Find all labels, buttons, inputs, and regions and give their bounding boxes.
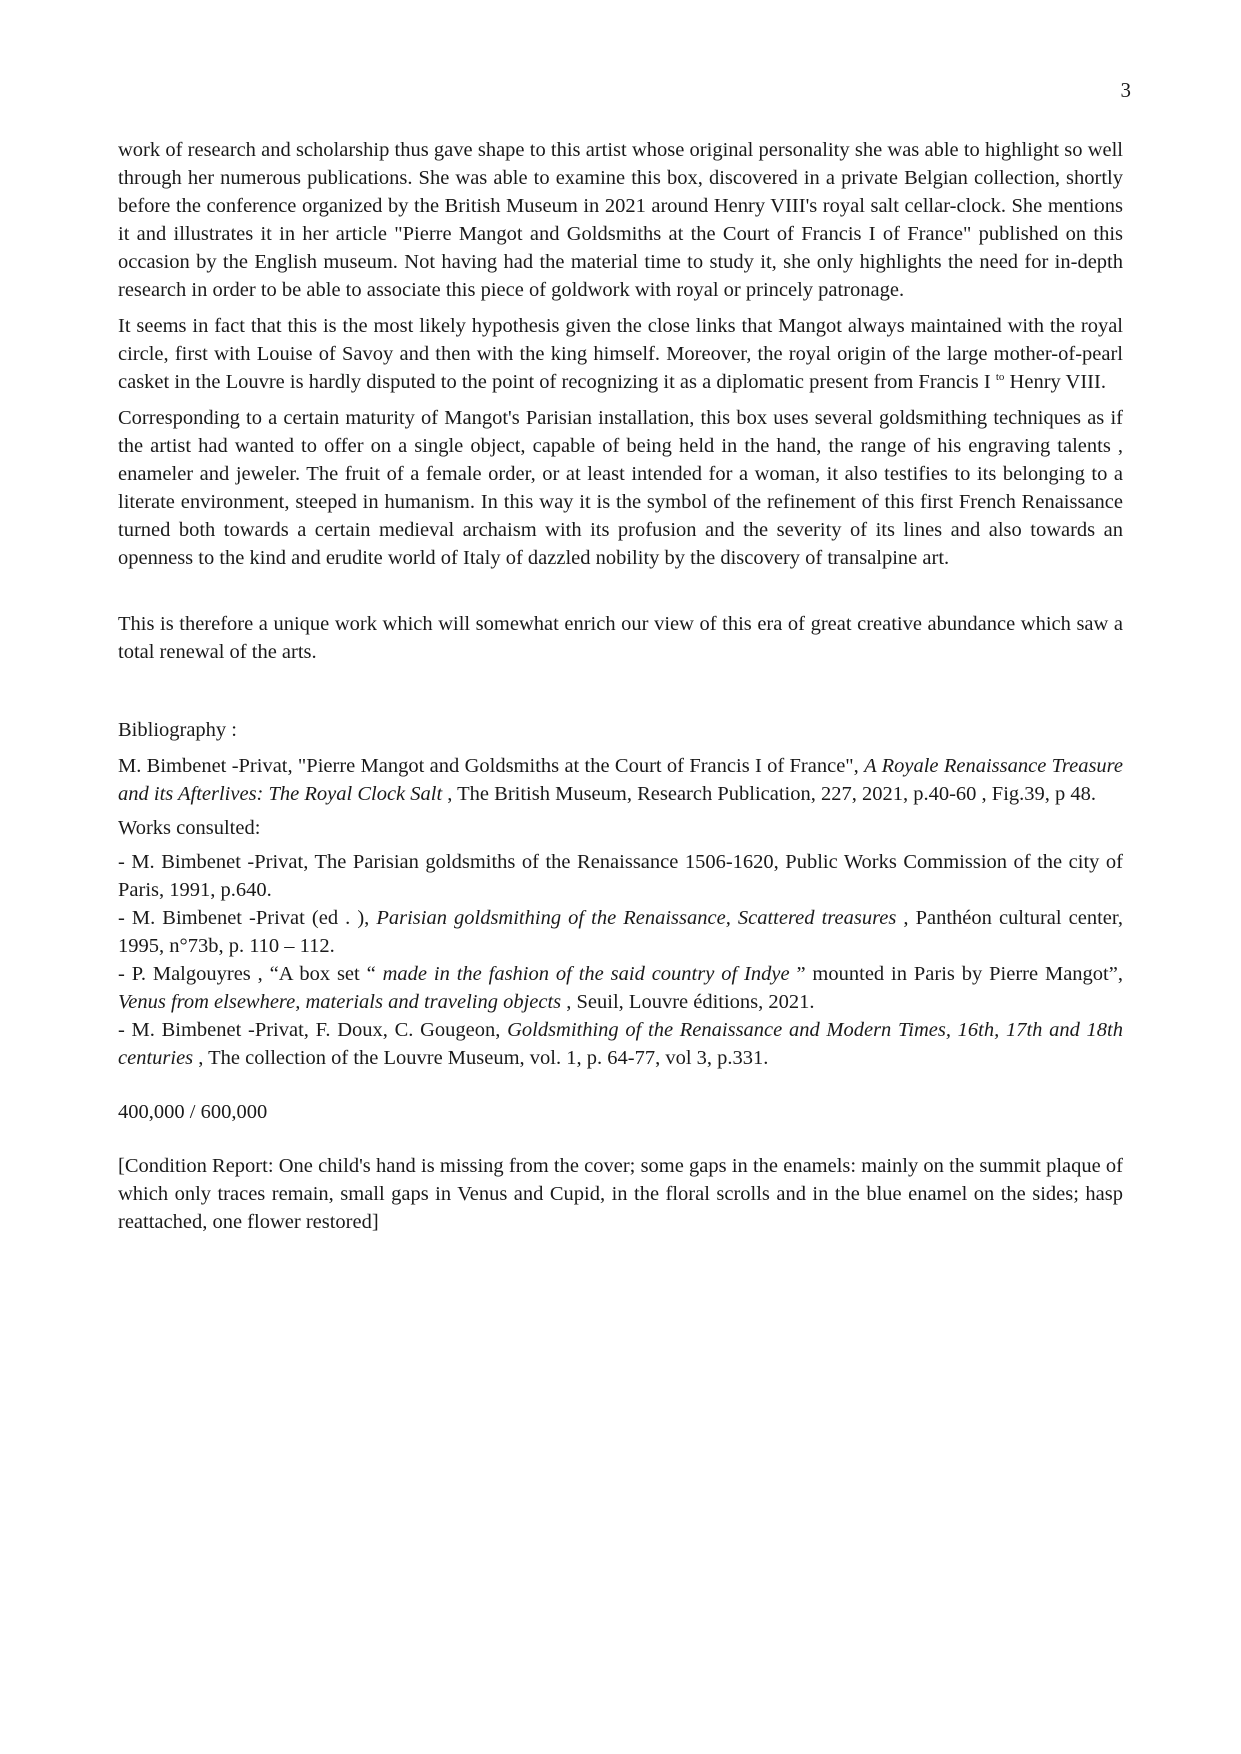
works-consulted-item-1: - M. Bimbenet -Privat, The Parisian goldsmiths of the Renaissance 1506-1620, Public Works Commission of the city of Paris, 1991, p.640. [118, 851, 1123, 901]
estimate: 400,000 / 600,000 [118, 1101, 268, 1123]
bibliography-entry-author: M. Bimbenet -Privat, "Pierre Mangot and Goldsmiths at the Court of Francis I of France", [118, 755, 865, 777]
bibliography-entry-publisher: , The British Museum, Research Publication, 227, 2021, p.40-60 , Fig.39, p 48. [442, 783, 1097, 805]
works-consulted-item-3-title: Venus from elsewhere, materials and traveling objects [118, 991, 562, 1013]
works-consulted-item-4 [118, 1016, 1123, 1072]
bibliography-heading: Bibliography : [118, 719, 238, 741]
paragraph-conclusion: This is therefore a unique work which will somewhat enrich our view of this era of great creative abundance which saw a total renewal of the arts. [118, 613, 1123, 663]
superscript-to: to [995, 371, 1005, 383]
works-consulted-item-3-middle: ” mounted in Paris by Pierre Mangot”, [789, 963, 1123, 985]
paragraph-hypothesis-end: Henry VIII. [1004, 371, 1106, 393]
works-consulted-item-2-details: , Panthéon cultural center, 1995, n°73b, p. 110 – 112. [118, 907, 1123, 957]
works-consulted-item-4-title: Goldsmithing of the Renaissance and Modern Times, 16th, 17th and 18th centuries [118, 1019, 1123, 1069]
works-consulted-item-2 [118, 904, 1123, 960]
works-consulted-heading: Works consulted: [118, 817, 261, 839]
works-consulted-item-3-quote: made in the fashion of the said country of Indye [382, 963, 790, 985]
bibliography-entry-title: A Royale Renaissance Treasure and its Afterlives: The Royal Clock Salt [118, 755, 1123, 805]
works-consulted-item-3-details: , Seuil, Louvre éditions, 2021. [561, 991, 815, 1013]
paragraph-hypothesis-text: It seems in fact that this is the most likely hypothesis given the close links that Mangot always maintained with the royal circle, first with Louise of Savoy and then with the king himself. Moreover, the royal origin of the large mother-of-pearl casket in the Louvre is hardly disputed to the point of recognizing it as a diplomatic present from Francis I [118, 315, 1123, 393]
page-number: 3 [1120, 78, 1131, 102]
paragraph-scholarship: work of research and scholarship thus gave shape to this artist whose original personality she was able to highlight so well through her numerous publications. She was able to examine this box, discovered in a private Belgian collection, shortly before the conference organized by the British Museum in 2021 around Henry VIII's royal salt cellar-clock. She mentions it and illustrates it in her article "Pierre Mangot and Goldsmiths at the Court of Francis I of France" published on this occasion by the English museum. Not having had the material time to study it, she only highlights the need for in-depth research in order to be able to associate this piece of goldwork with royal or princely patronage. [118, 139, 1123, 301]
works-consulted-item-3 [118, 960, 1123, 1016]
works-consulted-item-4-details: , The collection of the Louvre Museum, vol. 1, p. 64-77, vol 3, p.331. [193, 1047, 769, 1069]
paragraph-hypothesis [118, 312, 1123, 396]
paragraph-techniques: Corresponding to a certain maturity of Mangot's Parisian installation, this box uses several goldsmithing techniques as if the artist had wanted to offer on a single object, capable of being held in the hand, the range of his engraving talents , enameler and jeweler. The fruit of a female order, or at least intended for a woman, it also testifies to its belonging to a literate environment, steeped in humanism. In this way it is the symbol of the refinement of this first French Renaissance turned both towards a certain medieval archaism with its profusion and the severity of its lines and also towards an openness to the kind and erudite world of Italy of dazzled nobility by the discovery of transalpine art. [118, 407, 1123, 569]
works-consulted-item-2-title: Parisian goldsmithing of the Renaissance, Scattered treasures [376, 907, 897, 929]
page-content [118, 136, 1123, 1236]
condition-report: [Condition Report: One child's hand is missing from the cover; some gaps in the enamels: mainly on the summit plaque of which only traces remain, small gaps in Venus and Cupid, in the floral scrolls and in the blue enamel on the sides; hasp reattached, one flower restored] [118, 1155, 1123, 1233]
bibliography-entry [118, 752, 1123, 808]
works-consulted-item-2-author: - M. Bimbenet -Privat (ed . ), [118, 907, 377, 929]
works-consulted-item-4-author: - M. Bimbenet -Privat, F. Doux, C. Gougeon, [118, 1019, 508, 1041]
works-consulted-item-3-author: - P. Malgouyres , “A box set “ [118, 963, 383, 985]
